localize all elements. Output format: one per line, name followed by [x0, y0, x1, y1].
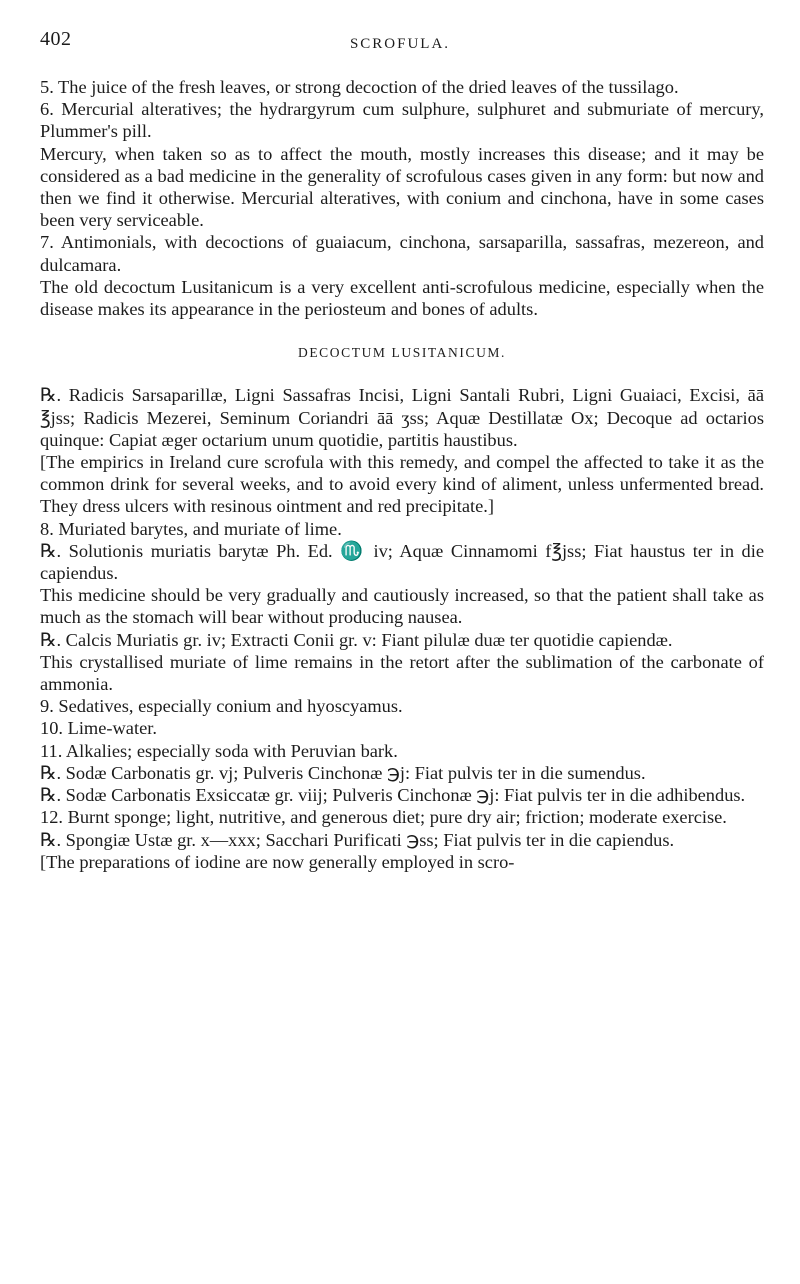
- running-head: SCROFULA.: [349, 36, 451, 52]
- prescription-soda-1: ℞. Sodæ Carbonatis gr. vj; Pulveris Cinchonæ ℈j: Fiat pulvis ter in die sumendus.: [40, 762, 646, 783]
- paragraph-barytes-note: This medicine should be very gradually and cautiously increased, so that the patient shall take as much as the stomach will bear without producing nausea.: [40, 585, 764, 628]
- paragraph-item-7: 7. Antimonials, with decoctions of guaiacum, cinchona, sarsaparilla, sassafras, mezereon, and dulcamara.: [40, 232, 764, 275]
- paragraph-mercury: Mercury, when taken so as to affect the mouth, mostly increases this disease; and it may be considered as a bad medicine in the generality of scrofulous cases given in any form: but now and then we find it otherwise. Mercurial alteratives, with conium and cinchona, have in some cases been very serviceable.: [40, 143, 764, 231]
- section-heading: DECOCTUM LUSITANICUM.: [297, 345, 507, 361]
- paragraph-lime-note: This crystallised muriate of lime remains in the retort after the sublimation of the carbonate of ammonia.: [40, 651, 764, 695]
- page-body: [40, 76, 764, 873]
- paragraph-item-5: 5. The juice of the fresh leaves, or strong decoction of the dried leaves of the tussilago.: [40, 77, 679, 97]
- paragraph-item-9: 9. Sedatives, especially conium and hyoscyamus.: [40, 696, 403, 717]
- paragraph-item-12: 12. Burnt sponge; light, nutritive, and generous diet; pure dry air; friction; moderate exercise.: [40, 807, 727, 828]
- paragraph-decoctum-intro: The old decoctum Lusitanicum is a very excellent anti-scrofulous medicine, especially when the disease makes its appearance in the periosteum and bones of adults.: [40, 276, 764, 320]
- page-number: 402: [40, 28, 72, 50]
- prescription-soda-2: ℞. Sodæ Carbonatis Exsiccatæ gr. viij; Pulveris Cinchonæ ℈j: Fiat pulvis ter in die adhibendus.: [40, 785, 746, 806]
- prescription-decoctum: ℞. Radicis Sarsaparillæ, Ligni Sassafras Incisi, Ligni Santali Rubri, Ligni Guaiaci, Excisi, āā ℥jss; Radicis Mezerei, Seminum Coriandri āā ʒss; Aquæ Destillatæ Ox; Decoque ad octarios quinque: Capiat æger octarium unum quotidie, partitis haustibus.: [40, 385, 764, 450]
- paragraph-iodine-note: [The preparations of iodine are now generally employed in scro-: [40, 851, 515, 872]
- prescription-calcis: ℞. Calcis Muriatis gr. iv; Extracti Conii gr. v: Fiant pilulæ duæ ter quotidie capiendæ.: [40, 629, 673, 650]
- prescription-barytes: ℞. Solutionis muriatis barytæ Ph. Ed. ♏ iv; Aquæ Cinnamomi f℥jss; Fiat haustus ter in die capiendus.: [40, 540, 764, 584]
- paragraph-item-8: 8. Muriated barytes, and muriate of lime.: [40, 518, 342, 539]
- paragraph-item-11: 11. Alkalies; especially soda with Peruvian bark.: [40, 740, 398, 761]
- paragraph-empirics-note: [The empirics in Ireland cure scrofula with this remedy, and compel the affected to take it as the common drink for several weeks, and to avoid every kind of aliment, unless unfermented bread. They dress ulcers with resinous ointment and red precipitate.]: [40, 452, 764, 517]
- paragraph-item-6: 6. Mercurial alteratives; the hydrargyrum cum sulphure, sulphuret and submuriate of mercury, Plummer's pill.: [40, 99, 764, 142]
- paragraph-item-10: 10. Lime-water.: [40, 718, 157, 739]
- prescription-sponge: ℞. Spongiæ Ustæ gr. x—xxx; Sacchari Purificati ℈ss; Fiat pulvis ter in die capiendus.: [40, 829, 675, 850]
